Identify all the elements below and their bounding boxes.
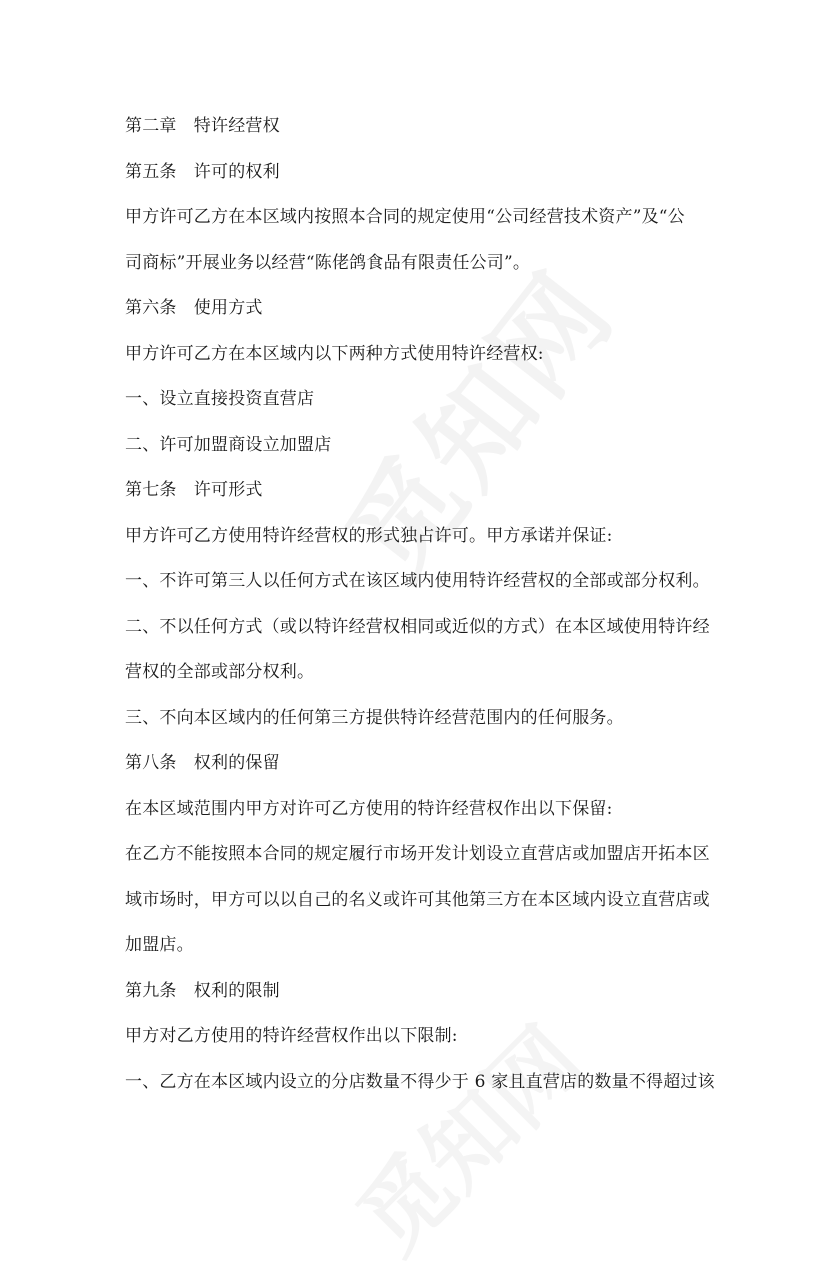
article-heading: 第五条 许可的权利 bbox=[125, 161, 280, 182]
paragraph-line: 域市场时，甲方可以以自己的名义或许可其他第三方在本区域内设立直营店或 bbox=[125, 889, 710, 910]
list-item: 一、不许可第三人以任何方式在该区域内使用特许经营权的全部或部分权利。 bbox=[125, 571, 710, 591]
article-heading: 第七条 许可形式 bbox=[125, 480, 263, 500]
paragraph-line: 甲方许可乙方在本区域内以下两种方式使用特许经营权: bbox=[125, 343, 544, 364]
paragraph-line: 甲方许可乙方使用特许经营权的形式独占许可。甲方承诺并保证: bbox=[125, 525, 613, 546]
list-item: 一、设立直接投资直营店 bbox=[125, 389, 315, 409]
paragraph-line: 加盟店。 bbox=[125, 935, 194, 955]
article-heading: 第六条 使用方式 bbox=[125, 298, 263, 318]
article-heading: 第八条 权利的保留 bbox=[125, 753, 280, 773]
paragraph-line: 司商标”开展业务以经营“陈佬鸽食品有限责任公司”。 bbox=[125, 252, 531, 273]
paragraph-line: 在本区域范围内甲方对许可乙方使用的特许经营权作出以下保留: bbox=[125, 798, 613, 819]
paragraph-line: 甲方对乙方使用的特许经营权作出以下限制: bbox=[125, 1026, 458, 1046]
list-item: 二、不以任何方式（或以特许经营权相同或近似的方式）在本区域使用特许经 bbox=[125, 616, 710, 637]
paragraph-line: 营权的全部或部分权利。 bbox=[125, 662, 315, 682]
document-body bbox=[125, 104, 715, 1105]
paragraph-line: 甲方许可乙方在本区域内按照本合同的规定使用“公司经营技术资产”及“公 bbox=[125, 207, 685, 227]
article-heading: 第九条 权利的限制 bbox=[125, 980, 280, 1001]
chapter-heading: 第二章 特许经营权 bbox=[125, 116, 280, 136]
paragraph-line: 在乙方不能按照本合同的规定履行市场开发计划设立直营店或加盟店开拓本区 bbox=[125, 844, 710, 864]
list-item: 一、乙方在本区域内设立的分店数量不得少于 6 家且直营店的数量不得超过该 bbox=[125, 1071, 715, 1092]
list-item: 二、许可加盟商设立加盟店 bbox=[125, 434, 332, 455]
list-item: 三、不向本区域内的任何第三方提供特许经营范围内的任何服务。 bbox=[125, 707, 624, 728]
